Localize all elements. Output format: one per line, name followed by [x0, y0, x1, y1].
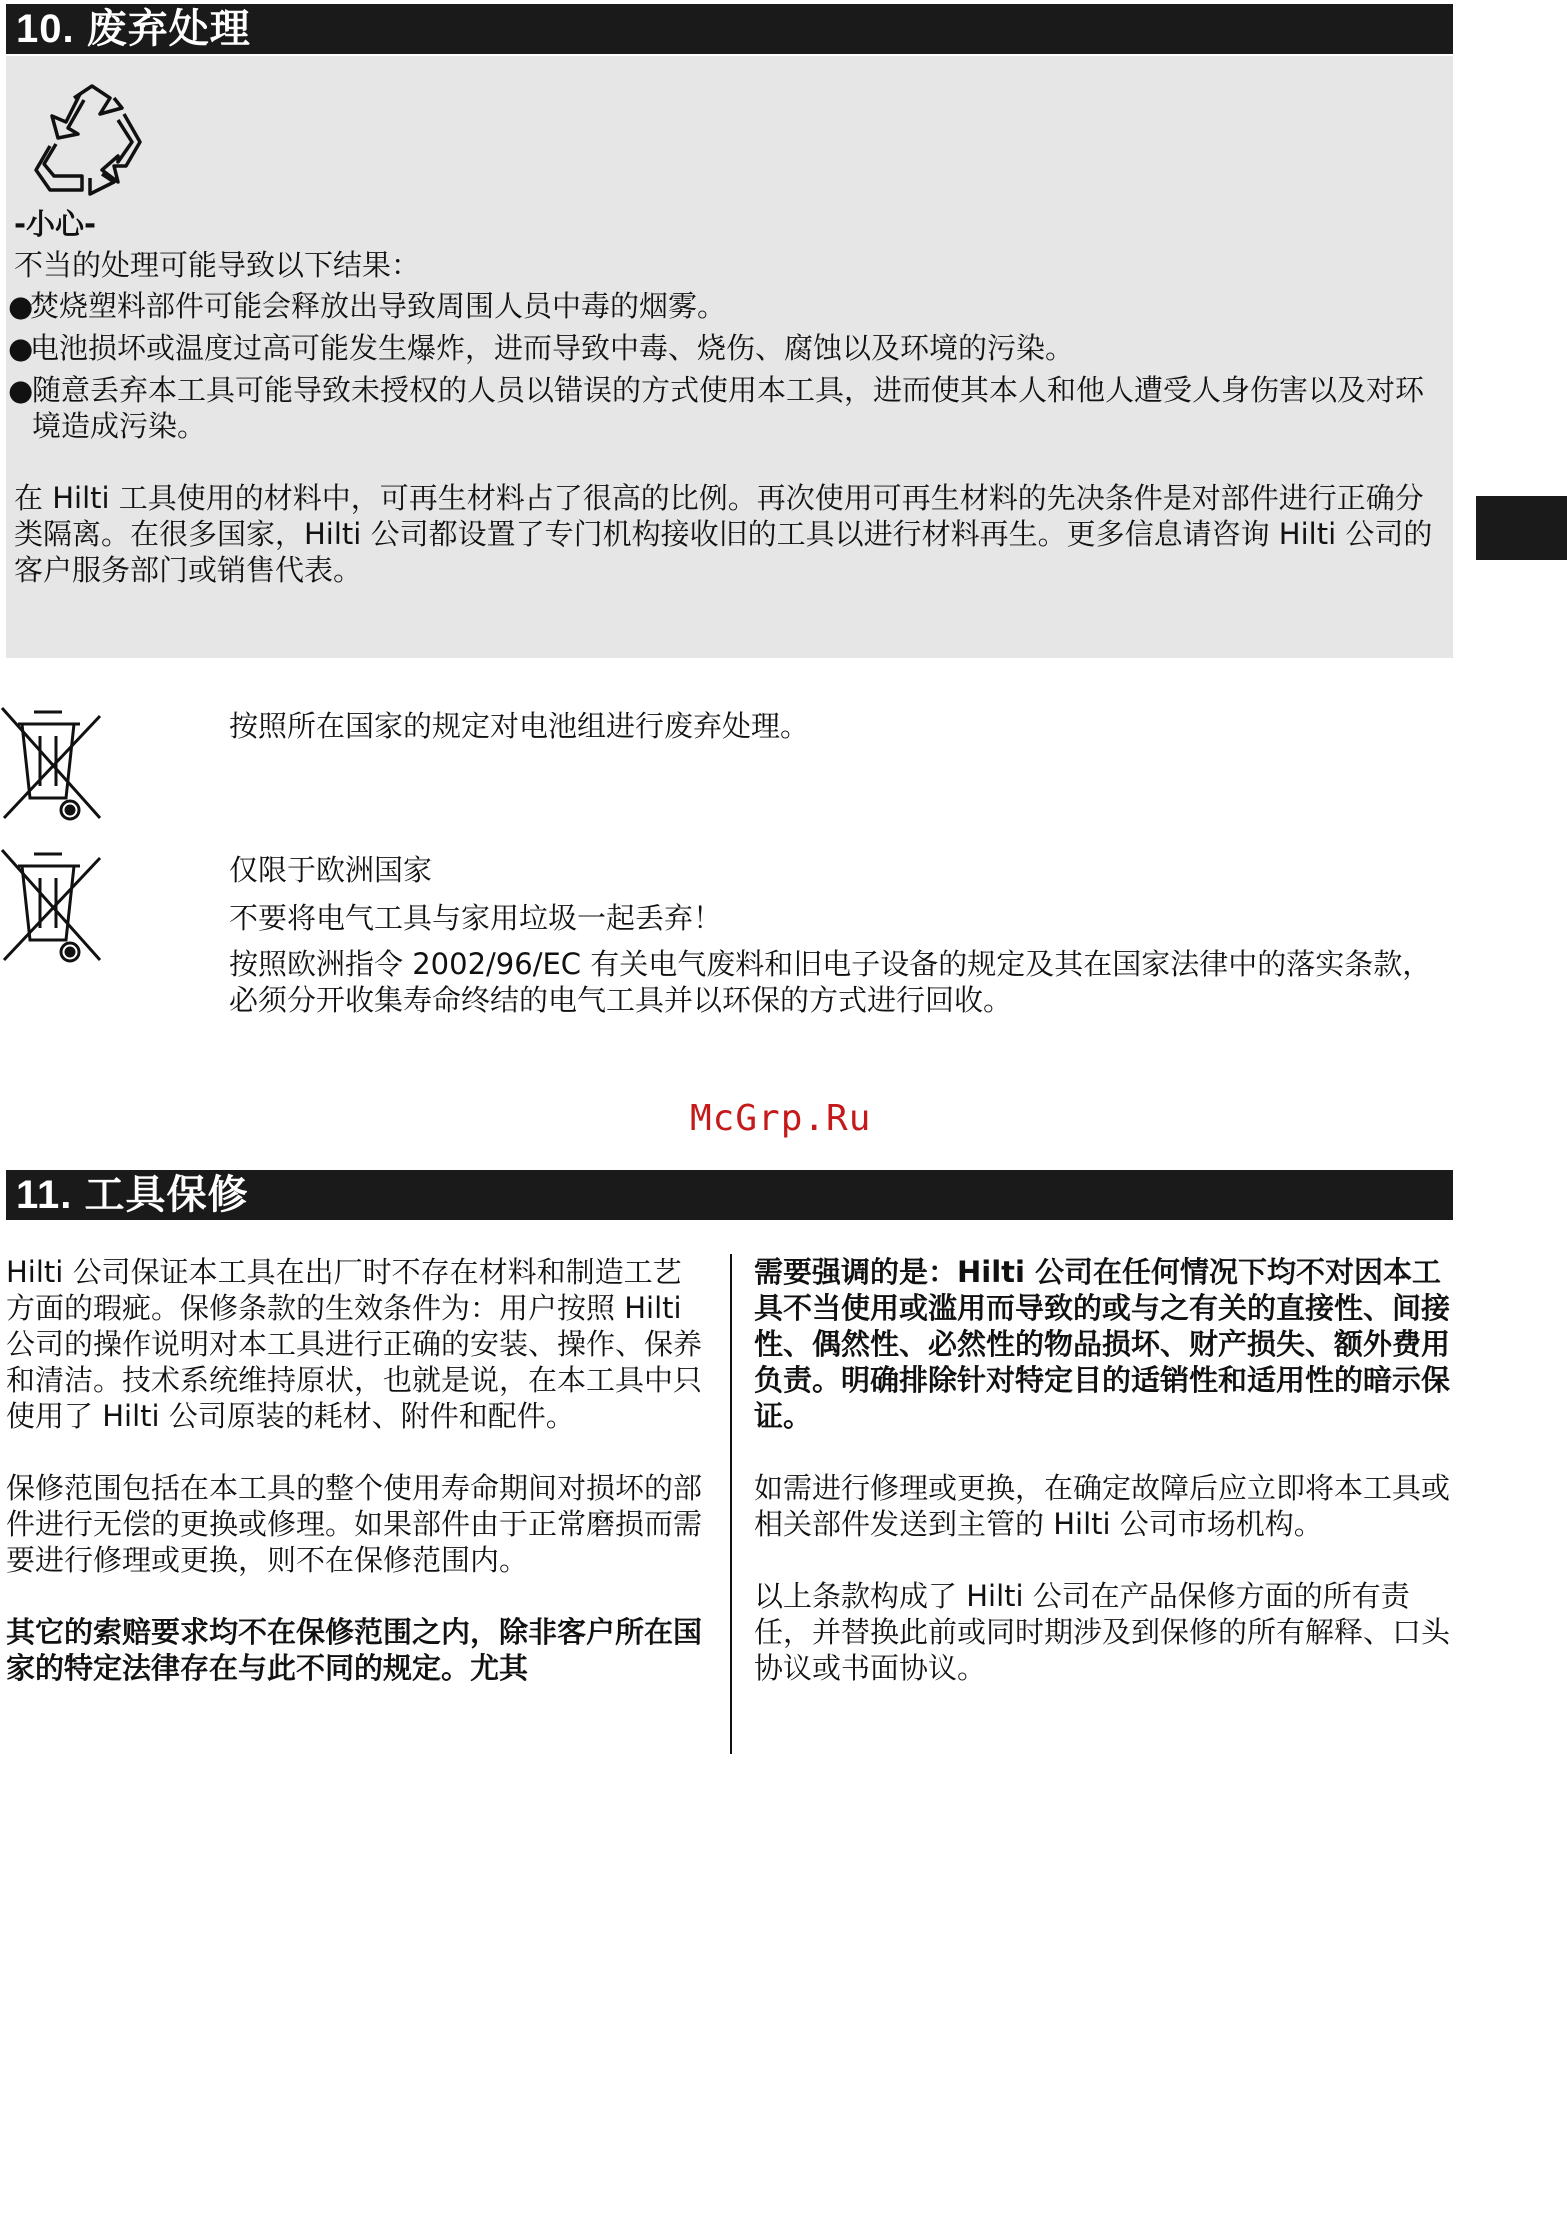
recycle-paragraph: 在 Hilti 工具使用的材料中，可再生材料占了很高的比例。再次使用可再生材料的先决条件是对部件进行正确分类隔离。在很多国家，Hilti 公司都设置了专门机构接收旧的工具以进行材料再生。更多信息请咨询 Hilti 公司的客户服务部门或销售代表。 [14, 481, 1433, 587]
section-11-title: 11. 工具保修 [6, 1170, 1453, 1220]
section-10-title: 10. 废弃处理 [6, 4, 1453, 54]
warranty-paragraph: 保修范围包括在本工具的整个使用寿命期间对损坏的部件进行无偿的更换或修理。如果部件由于正常磨损而需要进行修理或更换，则不在保修范围内。 [6, 1471, 703, 1577]
warranty-bold-paragraph: 其它的索赔要求均不在保修范围之内，除非客户所在国家的特定法律存在与此不同的规定。尤其 [6, 1615, 703, 1685]
warranty-bold-paragraph: 需要强调的是：Hilti 公司在任何情况下均不对因本工具不当使用或滥用而导致的或与之有关的直接性、间接性、偶然性、必然性的物品损坏、财产损失、额外费用负责。明确排除针对特定目的适销性和适用性的暗示保证。 [754, 1255, 1451, 1433]
eu-warning: 不要将电气工具与家用垃圾一起丢弃！ [229, 901, 723, 935]
watermark: McGrp.Ru [690, 1098, 872, 1139]
warranty-left-column [6, 1254, 706, 1722]
bullet-item: ●电池损坏或温度过高可能发生爆炸，进而导致中毒、烧伤、腐蚀以及环境的污染。 [8, 331, 1075, 365]
caution-intro: 不当的处理可能导致以下结果： [14, 248, 421, 282]
warranty-right-column [754, 1254, 1454, 1722]
battery-disposal-text: 按照所在国家的规定对电池组进行废弃处理。 [229, 709, 810, 743]
recycle-icon [30, 84, 154, 196]
warranty-paragraph: 以上条款构成了 Hilti 公司在产品保修方面的所有责任，并替换此前或同时期涉及到保修的所有解释、口头协议或书面协议。 [754, 1579, 1451, 1685]
page-side-tab [1476, 496, 1567, 560]
bullet-item: ●焚烧塑料部件可能会释放出导致周围人员中毒的烟雾。 [8, 289, 727, 323]
crossed-bin-icon [0, 706, 104, 824]
warranty-paragraph: Hilti 公司保证本工具在出厂时不存在材料和制造工艺方面的瑕疵。保修条款的生效条件为：用户按照 Hilti 公司的操作说明对本工具进行正确的安装、操作、保养和清洁。技术系统维持原状，也就是说，在本工具中只使用了 Hilti 公司原装的耗材、附件和配件。 [6, 1255, 703, 1433]
eu-title: 仅限于欧洲国家 [229, 853, 433, 887]
crossed-bin-icon [0, 848, 104, 966]
eu-directive-paragraph: 按照欧洲指令 2002/96/EC 有关电气废料和旧电子设备的规定及其在国家法律中的落实条款，必须分开收集寿命终结的电气工具并以环保的方式进行回收。 [229, 947, 1432, 1017]
warranty-paragraph: 如需进行修理或更换，在确定故障后应立即将本工具或相关部件发送到主管的 Hilti 公司市场机构。 [754, 1471, 1451, 1541]
caution-label: -小心- [14, 207, 97, 241]
column-divider [730, 1254, 732, 1754]
bullet-item: ● 随意丢弃本工具可能导致未授权的人员以错误的方式使用本工具，进而使其本人和他人遭受人身伤害以及对环境造成污染。 [8, 373, 1425, 443]
